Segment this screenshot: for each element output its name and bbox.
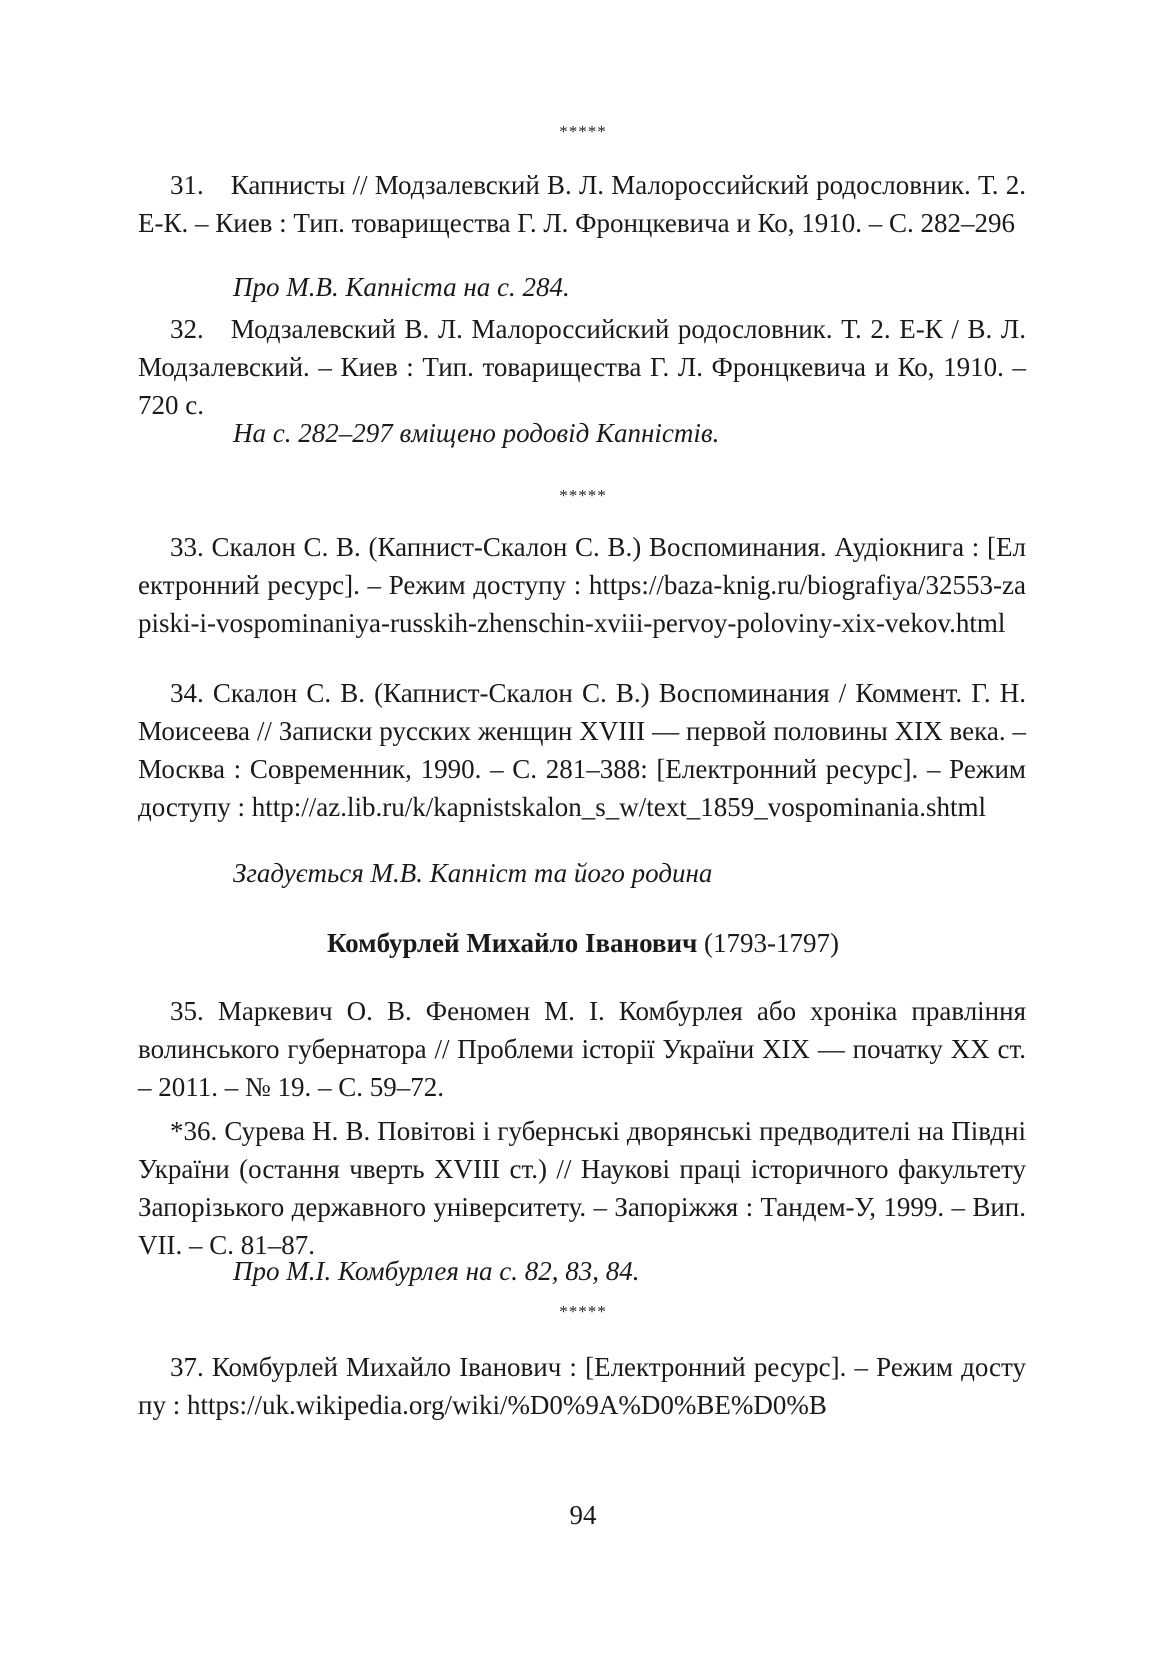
bibliography-entry-32: 32. Модзалевский В. Л. Малороссийский родословник. Т. 2. Е-К / В. Л. Модзалевский. – Киев : Тип. товарищества Г. Л. Фронцкевича и Ко, 1910. – 720 с.: [138, 314, 1026, 420]
bibliography-entry-36: *36. Сурева Н. В. Повітові і губернські дворянські предводителі на Півдні України (остання чверть XVIII ст.) // Наукові праці історичного факультету Запорізького державного університету. – Запоріжжя : Тандем-У, 1999. – Вип. VII. – С. 81–87.: [138, 1116, 1026, 1260]
bibliography-entry-37: 37. Комбурлей Михайло Іванович : [Електронний ресурс]. – Режим доступу : https://uk.wikipedia.org/wiki/%D0%9A%D0%BE%D0%B: [138, 1352, 1026, 1420]
section-separator: *****: [559, 1302, 607, 1321]
annotation-36: Про М.І. Комбурлея на с. 82, 83, 84.: [233, 1256, 640, 1286]
annotation-32: На с. 282–297 вміщено родовід Капністів.: [233, 418, 720, 448]
section-heading: [0, 924, 1166, 962]
bibliography-entry-31: 31. Капнисты // Модзалевский В. Л. Малороссийский родословник. Т. 2. Е-К. – Киев : Тип. товарищества Г. Л. Фронцкевича и Ко, 1910. – С. 282–296: [138, 170, 1026, 238]
page-number: 94: [569, 1500, 597, 1530]
heading-years: (1793-1797): [704, 928, 840, 958]
heading-person-name: Комбурлей Михайло Іванович: [326, 928, 698, 958]
annotation-34: Згадується М.В. Капніст та його родина: [233, 858, 713, 888]
bibliography-entry-33: 33. Скалон С. В. (Капнист-Скалон С. В.) Воспоминания. Аудіокнига : [Електронний ресурс]. – Режим доступу : https://baza-knig.ru/biografiya/32553-zapiski-i-vospominaniya-russkih-zhenschin-xviii-pervoy-poloviny-xix-vekov.html: [138, 532, 1026, 638]
annotation-31: Про М.В. Капніста на с. 284.: [233, 272, 570, 302]
bibliography-entry-34: 34. Скалон С. В. (Капнист-Скалон С. В.) Воспоминания / Коммент. Г. Н. Моисеева // Записки русских женщин XVIII — первой половины XIX века. – Москва : Современник, 1990. – С. 281–388: [Електронний ресурс]. – Режим доступу : http://az.lib.ru/k/kapnistskalon_s_w/text_1859_vospominania.shtml: [138, 678, 1026, 822]
section-separator: *****: [559, 122, 607, 141]
bibliography-entry-35: 35. Маркевич О. В. Феномен М. І. Комбурлея або хроніка правління волинського губернатора // Проблеми історії України XIX — початку XX ст. – 2011. – № 19. – С. 59–72.: [138, 996, 1026, 1102]
section-separator: *****: [559, 486, 607, 505]
